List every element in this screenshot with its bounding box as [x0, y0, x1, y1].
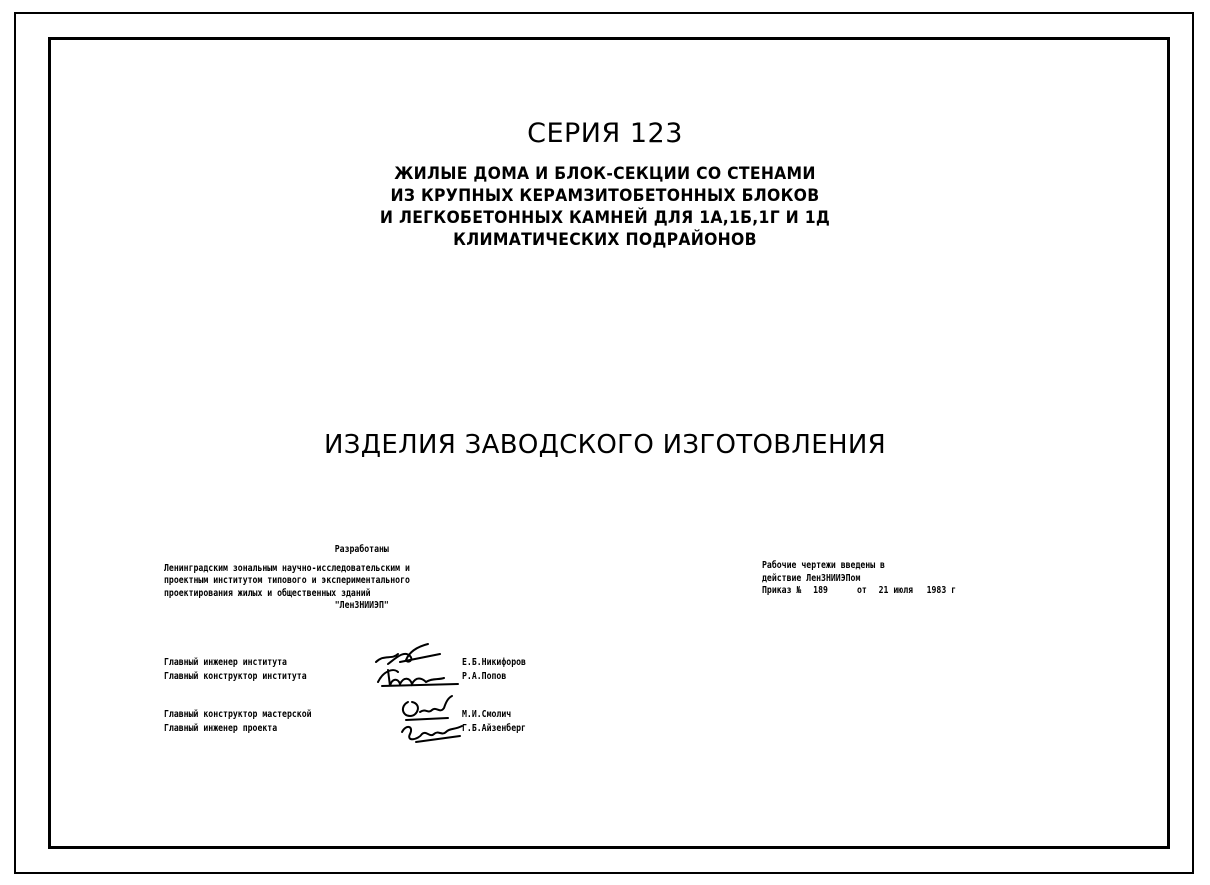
signatory-name: Г.Б.Айзенберг [462, 723, 526, 734]
order-year: 1983 г [926, 585, 957, 596]
order-prefix: Приказ № [762, 585, 802, 596]
signatory-name: М.И.Смолич [462, 709, 512, 720]
subtitle-line: ИЗ КРУПНЫХ КЕРАМЗИТОБЕТОННЫХ БЛОКОВ [390, 186, 820, 206]
signatory-name: Е.Б.Никифоров [462, 657, 526, 668]
signature-2-graphic [374, 664, 464, 690]
signatory-position: Главный конструктор института [164, 671, 307, 682]
order-line-3 [762, 585, 956, 598]
subtitle-line: КЛИМАТИЧЕСКИХ ПОДРАЙОНОВ [453, 230, 757, 250]
series-subtitle [48, 163, 1161, 251]
developer-line: проектирования жилых и общественных зданий [164, 587, 371, 599]
signatory-row [164, 723, 414, 734]
developer-block [164, 544, 525, 613]
document-title: ИЗДЕЛИЯ ЗАВОДСКОГО ИЗГОТОВЛЕНИЯ [324, 430, 886, 460]
order-line-2: действие ЛенЗНИИЭПом [762, 572, 861, 584]
order-date-prefix: от [856, 585, 867, 596]
developer-line: Ленинградским зональным научно-исследовательским и [164, 562, 410, 574]
developer-heading: Разработаны [334, 544, 389, 555]
order-block [762, 560, 956, 598]
signatory-name: Р.А.Попов [462, 671, 507, 682]
signatory-row [164, 709, 414, 720]
subtitle-line: И ЛЕГКОБЕТОННЫХ КАМНЕЙ ДЛЯ 1А,1Б,1Г И 1Д [379, 208, 831, 228]
signatory-position: Главный конструктор мастерской [164, 709, 312, 720]
signature-4-graphic [396, 720, 468, 748]
order-number: 189 [813, 585, 828, 596]
series-title: СЕРИЯ 123 [527, 118, 683, 149]
signatory-position: Главный инженер института [164, 657, 287, 668]
developer-line: проектным институтом типового и экспериментального [164, 575, 410, 586]
subtitle-line: ЖИЛЫЕ ДОМА И БЛОК-СЕКЦИИ СО СТЕНАМИ [394, 164, 816, 184]
developer-short-name: "ЛенЗНИИЭП" [334, 600, 389, 611]
order-date: 21 июля [878, 585, 914, 596]
order-line-1: Рабочие чертежи введены в [762, 560, 885, 571]
signatory-position: Главный инженер проекта [164, 723, 278, 734]
